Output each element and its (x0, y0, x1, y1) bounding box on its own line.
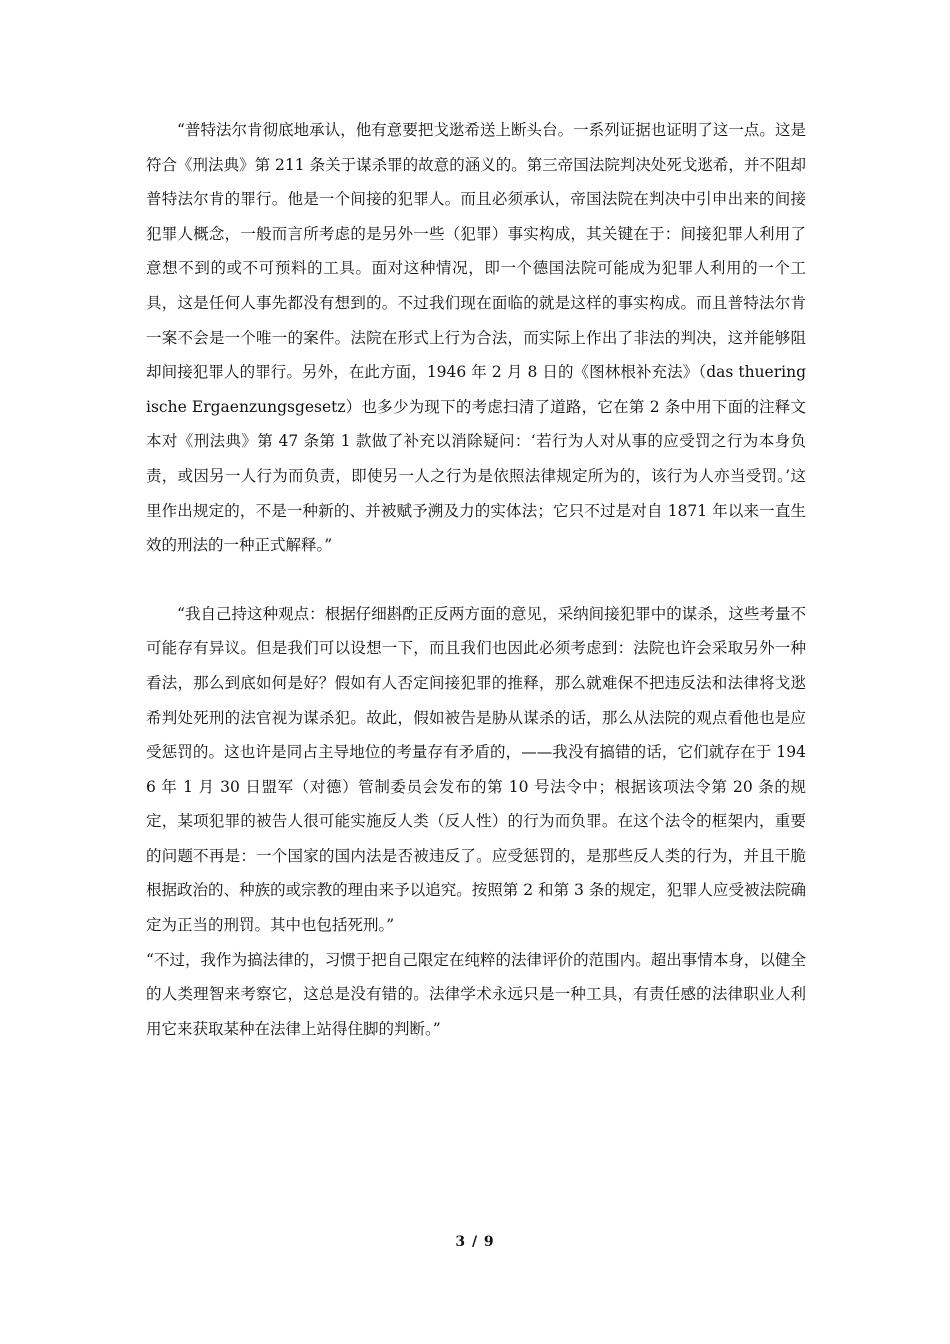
page-number: 3 / 9 (455, 1234, 495, 1250)
paragraph-3: “不过，我作为搞法律的，习惯于把自己限定在纯粹的法律评价的范围内。超出事情本身，以健全的人类理智来考察它，这总是没有错的。法律学术永远只是一种工具，有责任感的法律职业人利用它来获取某种在法律上站得住脚的判断。” (146, 950, 806, 1038)
paragraph-gap (146, 563, 806, 597)
paragraph-2: “我自己持这种观点：根据仔细斟酌正反两方面的意见，采纳间接犯罪中的谋杀，这些考量不可能存有异议。但是我们可以设想一下，而且我们也因此必须考虑到：法院也许会采取另外一种看法，那么到底如何是好？假如有人否定间接犯罪的推释，那么就难保不把违反法和法律将戈逖希判处死刑的法官视为谋杀犯。故此，假如被告是胁从谋杀的话，那么从法院的观点看他也是应受惩罚的。这也许是同占主导地位的考量存有矛盾的，——我没有搞错的话，它们就存在于 1946 年 1 月 30 日盟军（对德）管制委员会发布的第 10 号法令中；根据该项法令第 20 条的规定，某项犯罪的被告人很可能实施反人类（反人性）的行为而负罪。在这个法令的框架内，重要的问题不再是：一个国家的国内法是否被违反了。应受惩罚的，是那些反人类的行为，并且干脆根据政治的、种族的或宗教的理由来予以追究。按照第 2 和第 3 条的规定，犯罪人应受被法院确定为正当的刑罚。其中也包括死刑。” (146, 604, 806, 935)
paragraph-1: “普特法尔肯彻底地承认，他有意要把戈逖希送上断头台。一系列证据也证明了这一点。这是符合《刑法典》第 211 条关于谋杀罪的故意的涵义的。第三帝国法院判决处死戈逖希，并不阻却普特法尔肯的罪行。他是一个间接的犯罪人。而且必须承认，帝国法院在判决中引申出来的间接犯罪人概念，一般而言所考虑的是另外一些（犯罪）事实构成，其关键在于：间接犯罪人利用了意想不到的或不可预料的工具。面对这种情况，即一个德国法院可能成为犯罪人利用的一个工具，这是任何人事先都没有想到的。不过我们现在面临的就是这样的事实构成。而且普特法尔肯一案不会是一个唯一的案件。法院在形式上行为合法，而实际上作出了非法的判决，这并能够阻却间接犯罪人的罪行。另外，在此方面，1946 年 2 月 8 日的《图林根补充法》（das thueringische Ergaenzungsgesetz）也多少为现下的考虑扫清了道路，它在第 2 条中用下面的注释文本对《刑法典》第 47 条第 1 款做了补充以消除疑问：‘若行为人对从事的应受罚之行为本身负责，或因另一人行为而负责，即使另一人之行为是依照法律规定所为的，该行为人亦当受罚。’这里作出规定的，不是一种新的、并被赋予溯及力的实体法；它只不过是对自 1871 年以来一直生效的刑法的一种正式解释。” (146, 121, 806, 555)
document-body (146, 113, 806, 1046)
